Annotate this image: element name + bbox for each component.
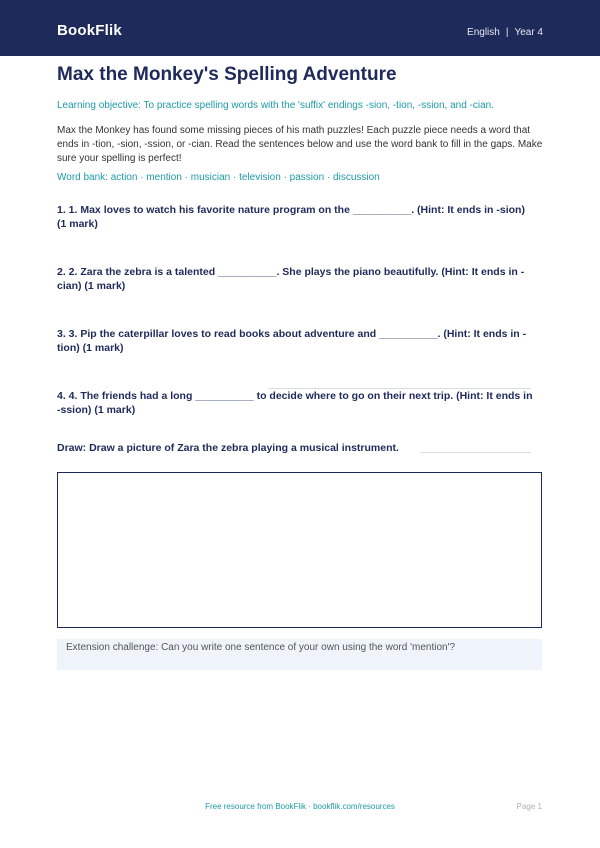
word-bank: Word bank: action · mention · musician · television · passion · discussion [57,172,380,183]
separator: | [505,27,509,38]
year-label: Year 4 [514,27,543,38]
question-2: 2. 2. Zara the zebra is a talented __________. She plays the piano beautifully. (Hint: It ends in -cian) (1 mark) [57,266,525,292]
subject-label: English [467,27,500,38]
draw-prompt: Draw: Draw a picture of Zara the zebra playing a musical instrument. [57,442,399,454]
learning-objective: Learning objective: To practice spelling words with the 'suffix' endings -sion, -tion, -ssion, and -cian. [57,100,495,111]
question-3: 3. 3. Pip the caterpillar loves to read books about adventure and __________. (Hint: It ends in -tion) (1 mark) [57,328,527,354]
footer-link[interactable]: Free resource from BookFlik · bookflik.com/resources [205,802,395,811]
intro-paragraph: Max the Monkey has found some missing pieces of his math puzzles! Each puzzle piece needs a word that ends in -tion, -sion, -ssion, or -cian. Read the sentences below and use the word bank to fill in the gaps. Make sure your spelling is perfect! [57,125,543,164]
question-1: 1. 1. Max loves to watch his favorite nature program on the __________. (Hint: It ends in -sion) (1 mark) [57,204,525,230]
brand-logo[interactable]: BookFlik [57,22,122,39]
drawing-area[interactable] [57,472,542,628]
extension-challenge: Extension challenge: Can you write one sentence of your own using the word 'mention'? [57,639,542,670]
divider [420,452,531,453]
page-title: Max the Monkey's Spelling Adventure [57,64,397,85]
header-bar [0,0,600,56]
subject-year [467,27,543,38]
page-number: Page 1 [516,802,542,811]
question-4: 4. 4. The friends had a long __________ to decide where to go on their next trip. (Hint: It ends in -ssion) (1 mark) [57,390,533,416]
